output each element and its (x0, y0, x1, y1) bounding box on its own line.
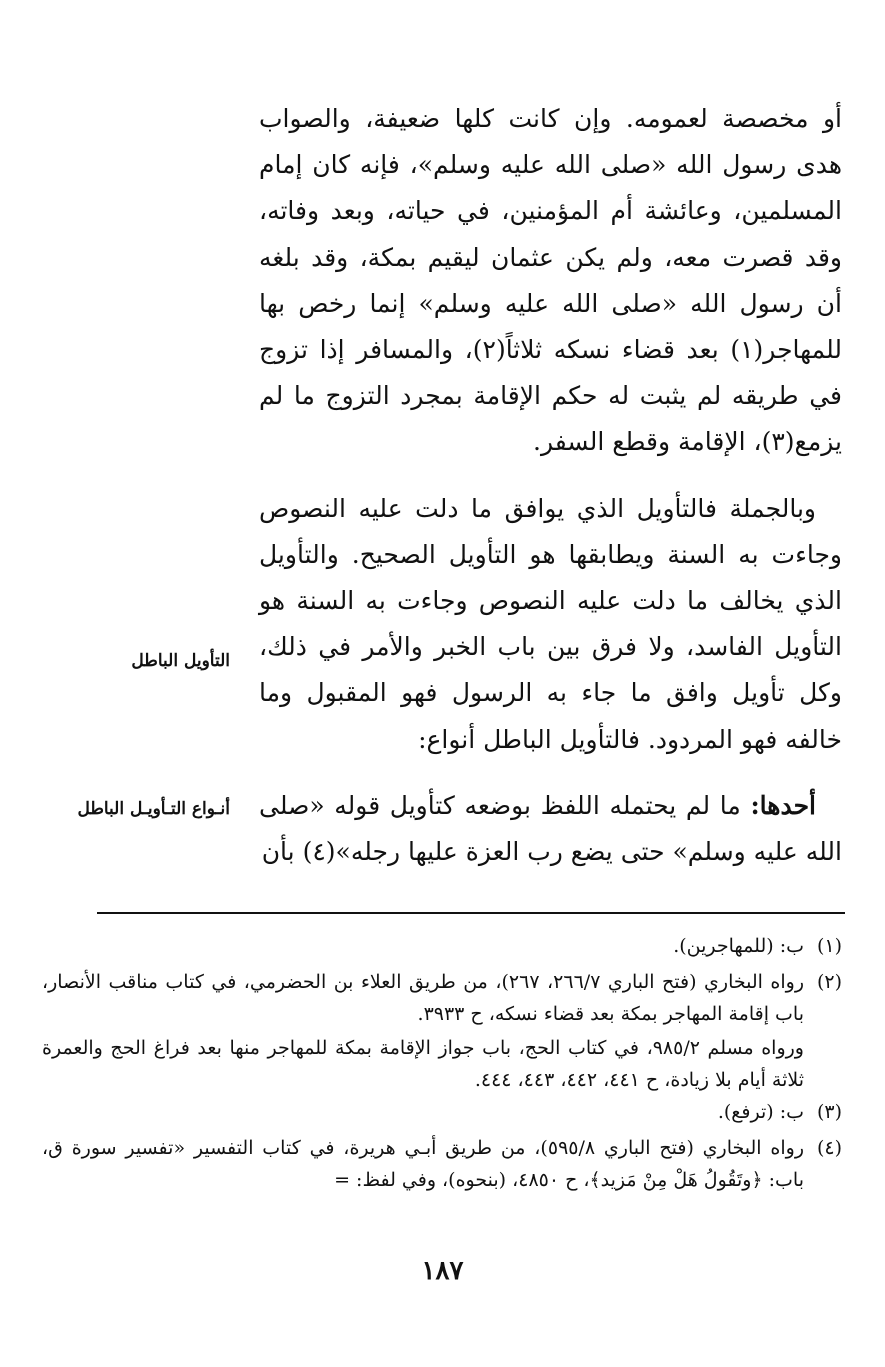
footnote-number: (١) (816, 935, 842, 957)
footnote-text: ب: (ترفع). (717, 1101, 804, 1123)
footnote-text: رواه البخاري (فتح الباري ٥٩٥/٨)، من طريق أبـي هريرة، في كتاب التفسير «تفسير سورة ق، باب: ﴿وتَقُولُ هَلْ مِنْ مَزيد﴾، ح ٤٨٥٠، (بنحوه)، وفي لفظ: = (42, 1137, 804, 1191)
paragraph-2-text: وبالجملة فالتأويل الذي يوافق ما دلت عليه النصوص وجاءت به السنة ويطابقها هو التأويل الصحيح. والتأويل الذي يخالف ما دلت عليه النصوص وجاءت به السنة هو التأويل الفاسد، ولا فرق بين باب الخبر والأمر في ذلك، وكل تأويل وافق ما جاء به الرسول فهو المقبول وما خالفه فهو المردود. فالتأويل الباطل أنواع: (259, 493, 842, 754)
footnote-2-continuation: ورواه مسلم ٩٨٥/٢، في كتاب الحج، باب جواز الإقامة بمكة للمهاجر منها بعد فراغ الحج والعمرة ثلاثة أيام بلا زيادة، ح ٤٤١، ٤٤٢، ٤٤٣، ٤٤٤. (42, 1037, 804, 1091)
footnote-number: (٣) (816, 1101, 842, 1123)
footnote-2 (42, 966, 842, 1030)
footnotes (42, 930, 842, 1196)
footnote-4 (42, 1132, 842, 1196)
main-text (259, 96, 842, 875)
footnote-3 (42, 1096, 842, 1128)
footnote-text: ب: (للمهاجرين). (673, 935, 804, 957)
paragraph-2 (259, 486, 842, 763)
footnote-divider (97, 912, 845, 914)
margin-note-false-interpretation: التأويل الباطل (131, 651, 230, 671)
footnote-number: (٤) (816, 1137, 842, 1159)
footnote-text: رواه البخاري (فتح الباري ٢٦٦/٧، ٢٦٧)، من طريق العلاء بن الحضرمي، في كتاب مناقب الأنصار، باب إقامة المهاجر بمكة بعد قضاء نسكه، ح ٣٩٣٣. (42, 971, 805, 1025)
paragraph-3-lead: أحدها: (750, 790, 816, 820)
paragraph-1-text: أو مخصصة لعمومه. وإن كانت كلها ضعيفة، والصواب هدى رسول الله «صلى الله عليه وسلم»، فإنه كان إمام المسلمين، وعائشة أم المؤمنين، في حياته، وبعد وفاته، وقد قصرت معه، ولم يكن عثمان ليقيم بمكة، وقد بلغه أن رسول الله «صلى الله عليه وسلم» إنما رخص بها للمهاجر(١) بعد قضاء نسكه ثلاثاً(٢)، والمسافر إذا تزوج في طريقه لم يثبت له حكم الإقامة بمجرد التزوج ما لم يزمع(٣)، الإقامة وقطع السفر. (259, 104, 843, 457)
paragraph-3-text: ما لم يحتمله اللفظ بوضعه كتأويل قوله «صلى الله عليه وسلم» حتى يضع رب العزة عليها رجله»(٤) بأن (259, 790, 842, 867)
footnote-1 (42, 930, 842, 962)
paragraph-3 (259, 783, 842, 875)
page-number: ١٨٧ (421, 1256, 464, 1286)
footnote-number: (٢) (816, 971, 842, 993)
margin-note-types-of-false-interpretation: أنـواع التـأويـل الباطل (77, 799, 230, 819)
paragraph-1 (259, 96, 842, 466)
